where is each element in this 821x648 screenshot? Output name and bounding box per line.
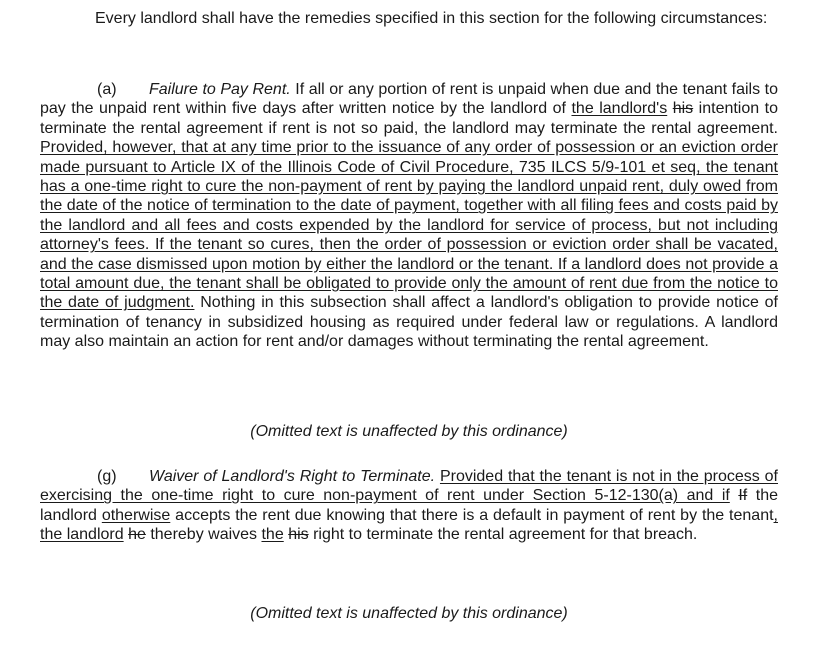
subsection-g — [40, 467, 778, 545]
text-segment: accepts the rent due knowing that there is a default in payment of rent by the tenant — [170, 506, 774, 524]
inserted-text: the landlord — [40, 526, 124, 544]
text-segment: If all or any portion of rent is unpaid when due and the tenant fails to pay the unpaid rent within five days after written notice by the landlord of — [40, 81, 778, 118]
text-segment: right to terminate the rental agreement for that breach. — [308, 526, 698, 544]
inserted-text: , — [773, 506, 778, 524]
inserted-text: the landlord's — [571, 100, 668, 118]
inserted-text: Provided, however, that at any time prior to the issuance of any order of possession or an eviction order made pursuant to Article IX of the Illinois Code of Civil Procedure, 735 ILCS 5/9-101 et seq, the tenant has a one-time right to cure the non-payment of rent by paying the landlord unpaid rent, duly owed from the date of the notice of termination to the date of payment, together with all filing fees and costs paid by the landlord and all fees and costs expended by the landlord for service of process, but not including attorney's fees. If the tenant so cures, then the order of possession or eviction order shall be vacated, and the case dismissed upon motion by either the landlord or the tenant. If a landlord does not provide a total amount due, the tenant shall be obligated to provide only the amount of rent due from the notice to the date of judgment. — [40, 139, 778, 312]
omitted-text-note-2: (Omitted text is unaffected by this ordinance) — [250, 605, 568, 622]
omitted-text-note-1: (Omitted text is unaffected by this ordinance) — [250, 423, 568, 440]
deleted-text: If — [738, 487, 748, 505]
subsection-g-label: (g) — [97, 468, 117, 485]
subsection-a-heading: Failure to Pay Rent. — [149, 81, 291, 98]
deleted-text: he — [128, 526, 146, 544]
inserted-text: Provided that the tenant is not in the process of exercising the one-time right to cure non-payment of rent under Section 5-12-130(a) and if — [40, 468, 778, 505]
inserted-text: otherwise — [101, 506, 171, 524]
inserted-text: the — [261, 526, 284, 544]
subsection-a-body — [40, 81, 778, 350]
deleted-text: his — [672, 100, 694, 118]
subsection-a — [40, 80, 778, 352]
text-segment: the landlord — [40, 487, 778, 524]
text-segment: thereby waives — [145, 526, 262, 544]
subsection-a-label: (a) — [97, 81, 117, 98]
text-segment: intention to terminate the rental agreement if rent is not so paid, the landlord may terminate the rental agreement. — [40, 100, 779, 137]
intro-paragraph: Every landlord shall have the remedies specified in this section for the following circumstances: — [95, 10, 768, 27]
subsection-g-heading: Waiver of Landlord's Right to Terminate. — [149, 468, 436, 485]
text-segment: Nothing in this subsection shall affect a landlord's obligation to provide notice of termination of tenancy in subsidized housing as required under federal law or regulations. A landlord may also maintain an action for rent and/or damages without terminating the rental agreement. — [40, 294, 778, 351]
deleted-text: his — [288, 526, 309, 544]
